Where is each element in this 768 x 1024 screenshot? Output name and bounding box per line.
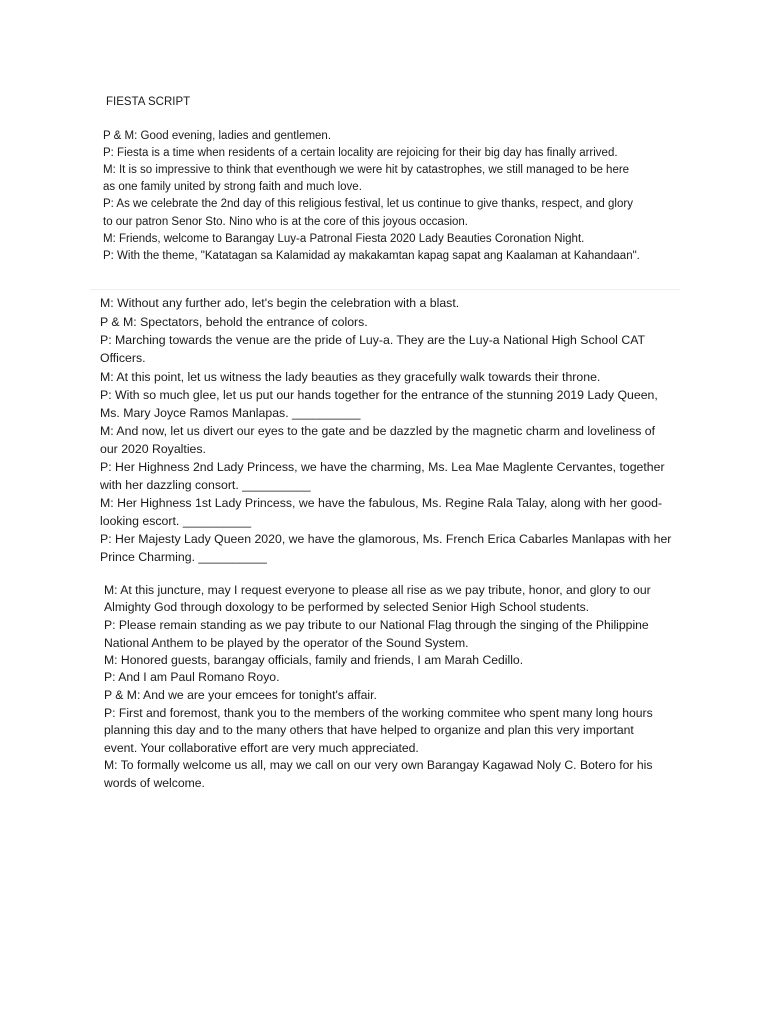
script-line: National Anthem to be played by the operator of the Sound System. <box>104 636 469 650</box>
script-line: M: At this point, let us witness the lady beauties as they gracefully walk towards their throne. <box>100 370 601 384</box>
script-line: M: Honored guests, barangay officials, family and friends, I am Marah Cedillo. <box>104 653 524 667</box>
script-line: M: Friends, welcome to Barangay Luy-a Patronal Fiesta 2020 Lady Beauties Coronation Night. <box>103 233 585 245</box>
document-title: FIESTA SCRIPT <box>106 96 191 108</box>
script-line: M: And now, let us divert our eyes to the gate and be dazzled by the magnetic charm and loveliness of <box>100 424 656 438</box>
script-line: with her dazzling consort. __________ <box>100 478 311 492</box>
script-line: P: And I am Paul Romano Royo. <box>104 670 280 684</box>
script-line: event. Your collaborative effort are very much appreciated. <box>104 741 419 755</box>
script-line: M: Without any further ado, let's begin the celebration with a blast. <box>100 296 460 310</box>
script-line: as one family united by strong faith and much love. <box>103 181 362 193</box>
script-line: P: As we celebrate the 2nd day of this religious festival, let us continue to give thanks, respect, and glory <box>103 198 633 210</box>
script-line: Ms. Mary Joyce Ramos Manlapas. __________ <box>100 406 361 420</box>
script-line: P: First and foremost, thank you to the members of the working commitee who spent many long hours <box>104 706 653 720</box>
script-line: P & M: And we are your emcees for tonight's affair. <box>104 688 377 702</box>
script-line: M: To formally welcome us all, may we call on our very own Barangay Kagawad Noly C. Botero for his <box>104 758 653 772</box>
script-line: M: It is so impressive to think that eventhough we were hit by catastrophes, we still managed to be here <box>103 164 630 176</box>
script-line: Officers. <box>100 351 146 365</box>
script-line: M: Her Highness 1st Lady Princess, we have the fabulous, Ms. Regine Rala Talay, along with her good- <box>100 496 663 510</box>
script-line: P: With the theme, "Katatagan sa Kalamidad ay makakamtan kapag sapat ang Kaalaman at Kahandaan". <box>103 250 640 262</box>
script-line: M: At this juncture, may I request everyone to please all rise as we pay tribute, honor, and glory to our <box>104 583 651 597</box>
script-line: P: Her Majesty Lady Queen 2020, we have the glamorous, Ms. French Erica Cabarles Manlapas with her <box>100 532 672 546</box>
section-divider <box>90 289 680 290</box>
script-line: P & M: Spectators, behold the entrance of colors. <box>100 315 368 329</box>
script-line: Prince Charming. __________ <box>100 550 267 564</box>
script-line: P & M: Good evening, ladies and gentlemen. <box>103 130 332 142</box>
script-line: planning this day and to the many others that have helped to organize and plan this very important <box>104 723 634 737</box>
script-line: P: Please remain standing as we pay tribute to our National Flag through the singing of the Philippine <box>104 618 649 632</box>
script-line: P: Her Highness 2nd Lady Princess, we have the charming, Ms. Lea Mae Maglente Cervantes, together <box>100 460 665 474</box>
script-line: words of welcome. <box>104 776 205 790</box>
script-line: P: Marching towards the venue are the pride of Luy-a. They are the Luy-a National High School CAT <box>100 333 646 347</box>
script-line: Almighty God through doxology to be performed by selected Senior High School students. <box>104 600 590 614</box>
script-line: our 2020 Royalties. <box>100 442 206 456</box>
script-line: to our patron Senor Sto. Nino who is at the core of this joyous occasion. <box>103 216 469 228</box>
script-line: looking escort. __________ <box>100 514 252 528</box>
script-line: P: Fiesta is a time when residents of a certain locality are rejoicing for their big day has finally arrived. <box>103 147 618 159</box>
script-line: P: With so much glee, let us put our hands together for the entrance of the stunning 2019 Lady Queen, <box>100 388 658 402</box>
